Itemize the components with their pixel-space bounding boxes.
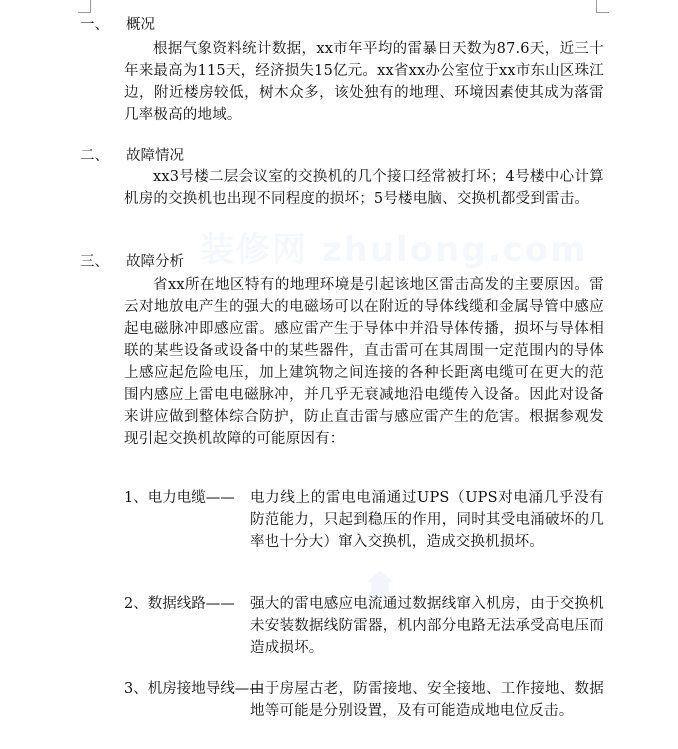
section-paragraph-2: xx3号楼二层会议室的交换机的几个接口经常被打坏；4号楼中心计算机房的交换机也出现不同程度的损坏；5号楼电脑、交换机都受到雷击。	[124, 169, 604, 207]
section-paragraph-1: 根据气象资料统计数据，xx市年平均的雷暴日天数为87.6天，近三十年来最高为115天，经济损失15亿元。xx省xx办公室位于xx市东山区珠江边，附近楼房较低，树木众多，该处独有的地理、环境因素使其成为落雷几率极高的地域。	[124, 41, 604, 123]
section-number: 二、	[80, 148, 109, 164]
watermark-text: 装修网 zhulong.com	[200, 230, 588, 270]
cause-label-3: 3、机房接地导线——	[124, 681, 264, 697]
page-corner-mark-top-left	[78, 0, 91, 13]
section-title: 概况	[126, 17, 155, 33]
cause-text-3: 由于房屋古老，防雷接地、安全接地、工作接地、数据地等可能是分别设置，及有可能造成地电位反击。	[250, 681, 604, 719]
section-heading-3	[80, 252, 184, 272]
section-title: 故障情况	[126, 148, 184, 164]
cause-label-1: 1、电力电缆——	[124, 490, 235, 506]
cause-text-2: 强大的雷电感应电流通过数据线窜入机房，由于交换机未安装数据线防雷器，机内部分电路无法承受高电压而造成损坏。	[250, 596, 604, 656]
cause-text-1: 电力线上的雷电电涌通过UPS（UPS对电涌几乎没有防范能力，只起到稳压的作用，同时其受电涌破坏的几率也十分大）窜入交换机，造成交换机损坏。	[250, 490, 604, 550]
page-corner-mark-top-right	[596, 0, 609, 13]
section-number: 三、	[80, 254, 109, 270]
section-heading-1	[80, 15, 155, 35]
section-heading-2	[80, 146, 184, 166]
section-title: 故障分析	[126, 254, 184, 270]
section-number: 一、	[80, 17, 109, 33]
section-paragraph-3: 省xx所在地区特有的地理环境是引起该地区雷击高发的主要原因。雷云对地放电产生的强大的电磁场可以在附近的导体线缆和金属导管中感应起电磁脉冲即感应雷。感应雷产生于导体中并沿导体传播，损坏与导体相联的某些设备或设备中的某些器件，直击雷可在其周围一定范围内的导体上感应起危险电压，加上建筑物之间连接的各种长距离电缆可在更大的范围内感应上雷电电磁脉冲，并几乎无衰减地沿电缆传入设备。因此对设备来讲应做到整体综合防护，防止直击雷与感应雷产生的危害。根据参观发现引起交换机故障的可能原因有：	[124, 277, 604, 447]
cause-label-2: 2、数据线路——	[124, 596, 235, 612]
